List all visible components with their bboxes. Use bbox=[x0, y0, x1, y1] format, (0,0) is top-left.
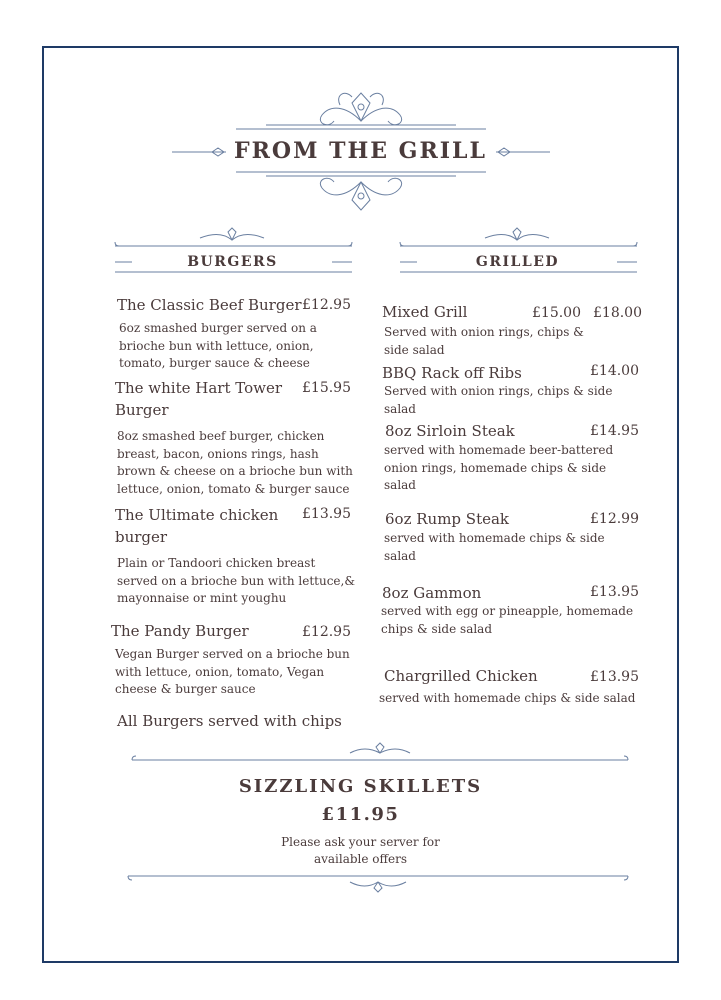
burger-price-pandy: £12.95 bbox=[302, 624, 351, 640]
grilled-price-sirloin: £14.95 bbox=[590, 423, 639, 439]
burger-desc-pandy: Vegan Burger served on a brioche bun with lettuce, onion, tomato, Vegan cheese & burger sauce bbox=[115, 647, 350, 696]
grilled-price2-mixed-grill: £18.00 bbox=[593, 305, 642, 321]
grilled-desc-sirloin: served with homemade beer-battered onion rings, homemade chips & side salad bbox=[384, 443, 614, 492]
burger-name-tower: The white Hart Tower Burger bbox=[115, 379, 283, 419]
grilled-price-chargrilled-chicken: £13.95 bbox=[590, 669, 639, 685]
burger-name-pandy: The Pandy Burger bbox=[111, 622, 249, 640]
burgers-chips-note: All Burgers served with chips bbox=[117, 712, 342, 730]
grilled-price-rump: £12.99 bbox=[590, 511, 639, 527]
skillets-heading: SIZZLING SKILLETS bbox=[238, 776, 483, 797]
grilled-name-mixed-grill: Mixed Grill bbox=[382, 303, 468, 321]
skillets-ornament-top bbox=[0, 743, 721, 773]
burger-price-tower: £15.95 bbox=[302, 380, 351, 396]
grilled-desc-mixed-grill: Served with onion rings, chips & side salad bbox=[384, 325, 584, 357]
grilled-desc-rump: served with homemade chips & side salad bbox=[384, 531, 605, 563]
page-title: FROM THE GRILL bbox=[234, 138, 487, 164]
grilled-heading: GRILLED bbox=[475, 254, 560, 270]
grilled-price-gammon: £13.95 bbox=[590, 584, 639, 600]
grilled-desc-ribs: Served with onion rings, chips & side salad bbox=[384, 384, 613, 416]
burger-price-classic: £12.95 bbox=[302, 297, 351, 313]
grilled-name-gammon: 8oz Gammon bbox=[382, 584, 482, 602]
skillets-ornament-bottom bbox=[0, 868, 721, 898]
grilled-price-ribs: £14.00 bbox=[590, 363, 639, 379]
grilled-name-sirloin: 8oz Sirloin Steak bbox=[385, 422, 515, 440]
skillets-offer-text: Please ask your server for available offers bbox=[281, 835, 440, 866]
burger-name-classic: The Classic Beef Burger bbox=[117, 296, 302, 314]
grilled-price-mixed-grill: £15.00 bbox=[532, 305, 581, 321]
grilled-name-rump: 6oz Rump Steak bbox=[385, 510, 510, 528]
grilled-name-chargrilled-chicken: Chargrilled Chicken bbox=[384, 667, 538, 685]
grilled-name-ribs: BBQ Rack off Ribs bbox=[382, 364, 522, 382]
grilled-ornament bbox=[395, 228, 655, 278]
skillets-price: £11.95 bbox=[321, 804, 400, 825]
burger-price-ultimate-chicken: £13.95 bbox=[302, 506, 351, 522]
burger-desc-classic: 6oz smashed burger served on a brioche bun with lettuce, onion, tomato, burger sauce & cheese bbox=[119, 321, 317, 370]
grilled-desc-gammon: served with egg or pineapple, homemade chips & side salad bbox=[381, 604, 634, 636]
burgers-ornament bbox=[110, 228, 370, 278]
burger-name-ultimate-chicken: The Ultimate chicken burger bbox=[115, 506, 279, 546]
burger-desc-tower: 8oz smashed beef burger, chicken breast, bacon, onions rings, hash brown & cheese on a brioche bun with lettuce, onion, tomato & burger sauce bbox=[117, 429, 353, 496]
burger-desc-ultimate-chicken: Plain or Tandoori chicken breast served on a brioche bun with lettuce,& mayonnaise or mint youghu bbox=[117, 556, 356, 605]
grilled-desc-chargrilled-chicken: served with homemade chips & side salad bbox=[379, 691, 636, 705]
burgers-heading: BURGERS bbox=[187, 254, 278, 270]
title-ornament-bottom bbox=[0, 168, 721, 228]
title-ornament-top bbox=[0, 85, 721, 145]
